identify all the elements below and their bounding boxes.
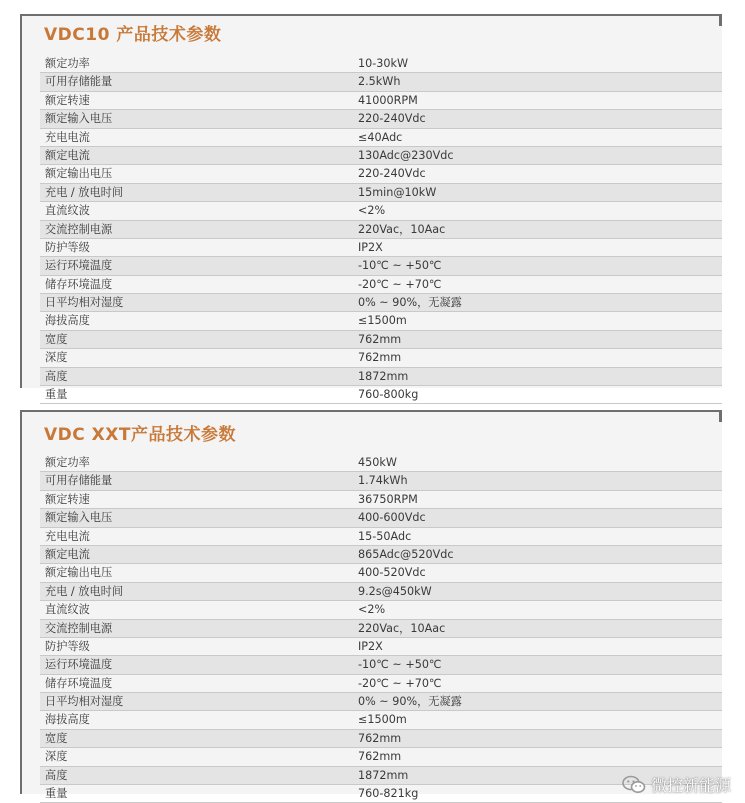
table-row — [40, 221, 722, 239]
section-title: VDC10 产品技术参数 — [44, 25, 222, 45]
table-row — [40, 472, 722, 490]
param-name: 深度 — [45, 750, 68, 764]
param-name: 额定转速 — [45, 93, 90, 107]
param-name: 额定输出电压 — [45, 566, 113, 580]
spec-section-vdc10 — [20, 14, 722, 402]
table-row — [40, 276, 722, 294]
watermark — [622, 773, 731, 796]
param-value: 9.2s@450kW — [358, 584, 432, 598]
param-name: 额定输出电压 — [45, 167, 113, 181]
table-row — [40, 693, 722, 711]
param-name: 防护等级 — [45, 639, 90, 653]
table-row — [40, 92, 722, 110]
param-name: 高度 — [45, 369, 68, 383]
table-row — [40, 675, 722, 693]
table-row — [40, 55, 722, 73]
param-name: 日平均相对湿度 — [45, 296, 124, 310]
table-row — [40, 202, 722, 220]
param-value: 450kW — [358, 456, 397, 469]
table-row — [40, 564, 722, 582]
table-row — [40, 349, 722, 367]
param-name: 可用存储能量 — [45, 75, 113, 89]
table-row — [40, 147, 722, 165]
table-row — [40, 110, 722, 128]
table-row — [40, 601, 722, 619]
param-value: 2.5kWh — [358, 75, 401, 89]
param-name: 深度 — [45, 351, 68, 365]
param-value: 865Adc@520Vdc — [358, 547, 454, 561]
table-row — [40, 785, 722, 803]
table-row — [40, 184, 722, 202]
wechat-icon — [622, 775, 646, 795]
table-row — [40, 748, 722, 766]
table-row — [40, 730, 722, 748]
section-title: VDC XXT产品技术参数 — [44, 425, 236, 445]
param-name: 海拔高度 — [45, 713, 90, 727]
param-name: 额定功率 — [45, 57, 90, 70]
param-name: 储存环境温度 — [45, 676, 113, 690]
param-value: 220Vac，10Aac — [358, 621, 446, 635]
param-value: 760-821kg — [358, 787, 419, 801]
table-row — [40, 509, 722, 527]
param-value: 15-50Adc — [358, 529, 412, 543]
section-end-tick — [719, 14, 722, 26]
param-value: 41000RPM — [358, 93, 418, 107]
param-value: -20℃ ~ +70℃ — [358, 277, 442, 291]
param-value: 15min@10kW — [358, 185, 437, 199]
param-value: ≤1500m — [358, 713, 407, 727]
table-row — [40, 239, 722, 257]
param-name: 充电 / 放电时间 — [45, 185, 124, 199]
param-name: 可用存储能量 — [45, 474, 113, 488]
param-name: 充电 / 放电时间 — [45, 584, 124, 598]
section-end-tick — [719, 410, 722, 422]
section-left-rule — [20, 410, 22, 794]
table-row — [40, 129, 722, 147]
param-name: 额定输入电压 — [45, 511, 113, 525]
param-name: 重量 — [45, 787, 68, 801]
table-row — [40, 386, 722, 404]
param-value: 220-240Vdc — [358, 112, 426, 126]
param-value: 1872mm — [358, 369, 409, 383]
param-value: ≤40Adc — [358, 130, 403, 144]
param-name: 额定电流 — [45, 547, 90, 561]
param-value: 762mm — [358, 351, 402, 365]
param-name: 高度 — [45, 768, 68, 782]
param-value: -10℃ ~ +50℃ — [358, 259, 442, 273]
param-name: 直流纹波 — [45, 204, 90, 218]
param-value: IP2X — [358, 240, 383, 254]
spec-table — [40, 55, 722, 404]
param-name: 额定输入电压 — [45, 112, 113, 126]
table-row — [40, 331, 722, 349]
table-row — [40, 312, 722, 330]
section-top-rule — [20, 410, 722, 412]
param-value: 1872mm — [358, 768, 409, 782]
watermark-text: 微控新能源 — [650, 776, 731, 795]
table-row — [40, 528, 722, 546]
table-row — [40, 368, 722, 386]
table-row — [40, 711, 722, 729]
param-value: 1.74kWh — [358, 474, 408, 488]
param-name: 储存环境温度 — [45, 277, 113, 291]
param-value: <2% — [358, 603, 386, 617]
param-name: 充电电流 — [45, 130, 90, 144]
table-row — [40, 491, 722, 509]
table-row — [40, 620, 722, 638]
table-row — [40, 294, 722, 312]
param-value: 762mm — [358, 332, 402, 346]
param-name: 防护等级 — [45, 240, 90, 254]
param-value: 760-800kg — [358, 388, 419, 402]
param-value: 220-240Vdc — [358, 167, 426, 181]
param-value: -10℃ ~ +50℃ — [358, 658, 442, 672]
param-name: 重量 — [45, 388, 68, 402]
param-value: -20℃ ~ +70℃ — [358, 676, 442, 690]
param-name: 宽度 — [45, 731, 68, 745]
param-value: 400-520Vdc — [358, 566, 426, 580]
table-row — [40, 73, 722, 91]
param-value: 36750RPM — [358, 492, 418, 506]
param-value: 762mm — [358, 731, 402, 745]
param-value: <2% — [358, 204, 386, 218]
param-name: 充电电流 — [45, 529, 90, 543]
param-value: 10-30kW — [358, 57, 409, 70]
param-name: 运行环境温度 — [45, 658, 113, 672]
param-value: 220Vac，10Aac — [358, 222, 446, 236]
table-row — [40, 257, 722, 275]
param-value: IP2X — [358, 639, 383, 653]
table-row — [40, 767, 722, 785]
param-value: 0% ~ 90%，无凝露 — [358, 695, 462, 709]
param-name: 交流控制电源 — [45, 222, 113, 236]
param-value: 400-600Vdc — [358, 511, 426, 525]
section-left-rule — [20, 14, 22, 388]
param-name: 运行环境温度 — [45, 259, 113, 273]
table-row — [40, 165, 722, 183]
param-value: 762mm — [358, 750, 402, 764]
table-row — [40, 454, 722, 472]
section-top-rule — [20, 14, 722, 16]
param-name: 额定功率 — [45, 456, 90, 469]
param-name: 额定转速 — [45, 492, 90, 506]
param-name: 海拔高度 — [45, 314, 90, 328]
table-row — [40, 638, 722, 656]
table-row — [40, 656, 722, 674]
param-name: 宽度 — [45, 332, 68, 346]
table-row — [40, 546, 722, 564]
param-value: 0% ~ 90%，无凝露 — [358, 296, 462, 310]
spec-section-vdcxxt — [20, 410, 722, 801]
spec-table — [40, 454, 722, 803]
param-value: 130Adc@230Vdc — [358, 148, 454, 162]
table-row — [40, 583, 722, 601]
param-name: 直流纹波 — [45, 603, 90, 617]
param-name: 日平均相对湿度 — [45, 695, 124, 709]
param-name: 交流控制电源 — [45, 621, 113, 635]
param-name: 额定电流 — [45, 148, 90, 162]
param-value: ≤1500m — [358, 314, 407, 328]
